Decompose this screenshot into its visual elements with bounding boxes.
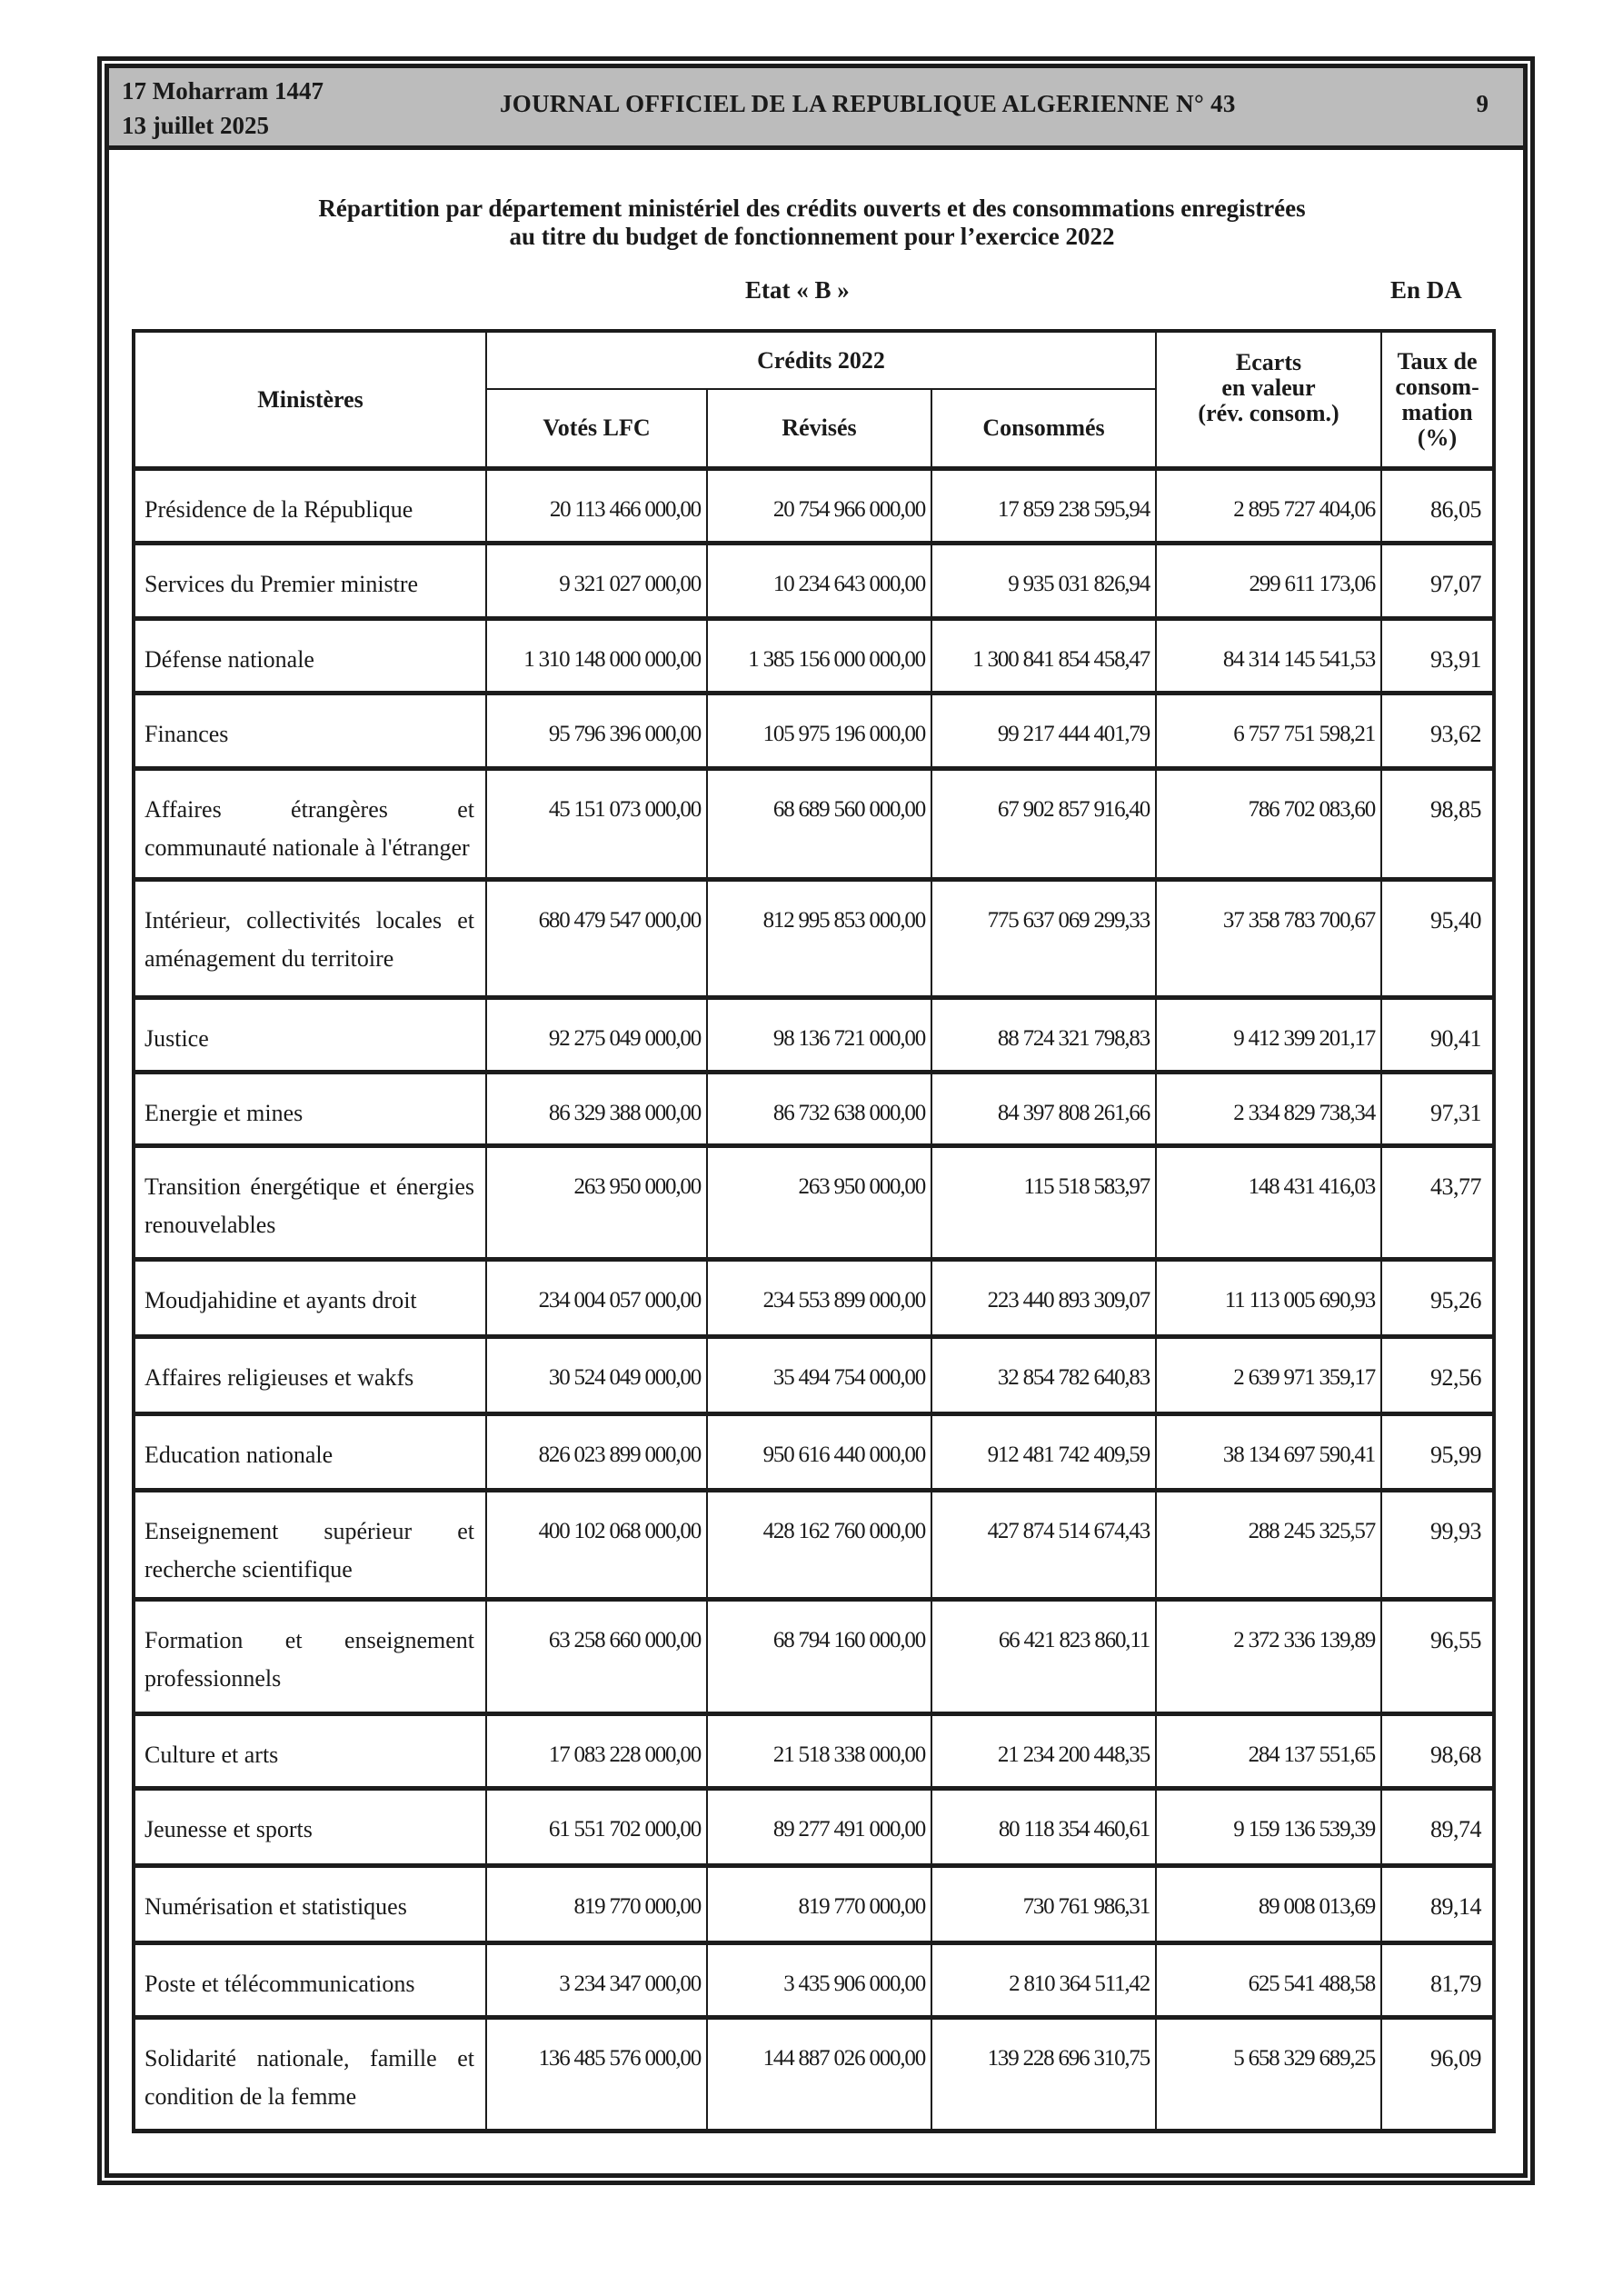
ministry-name-cell: Jeunesse et sports bbox=[134, 1789, 486, 1866]
taux-cell: 81,79 bbox=[1381, 1943, 1494, 2018]
ecarts-cell: 84 314 145 541,53 bbox=[1156, 619, 1381, 694]
consommes-cell: 139 228 696 310,75 bbox=[931, 2018, 1156, 2131]
ministry-name-cell: Education nationale bbox=[134, 1414, 486, 1491]
table-row bbox=[134, 694, 1494, 769]
table-row bbox=[134, 1146, 1494, 1260]
consommes-cell: 88 724 321 798,83 bbox=[931, 998, 1156, 1073]
taux-line-3: mation bbox=[1401, 398, 1473, 425]
col-header-taux bbox=[1381, 331, 1494, 469]
table-row bbox=[134, 1337, 1494, 1414]
votes-lfc-cell: 3 234 347 000,00 bbox=[486, 1943, 707, 2018]
ministry-name-cell: Présidence de la République bbox=[134, 469, 486, 544]
revises-cell: 1 385 156 000 000,00 bbox=[707, 619, 931, 694]
ministry-name-cell: Affaires religieuses et wakfs bbox=[134, 1337, 486, 1414]
ecarts-line-3: (rév. consom.) bbox=[1198, 399, 1339, 426]
votes-lfc-cell: 826 023 899 000,00 bbox=[486, 1414, 707, 1491]
ecarts-cell: 89 008 013,69 bbox=[1156, 1866, 1381, 1943]
consommes-cell: 730 761 986,31 bbox=[931, 1866, 1156, 1943]
ministry-name-cell: Affaires étrangères et communauté nationale à l'étranger bbox=[134, 769, 486, 880]
ecarts-cell: 6 757 751 598,21 bbox=[1156, 694, 1381, 769]
consommes-cell: 1 300 841 854 458,47 bbox=[931, 619, 1156, 694]
table-row bbox=[134, 1260, 1494, 1337]
taux-cell: 95,40 bbox=[1381, 880, 1494, 998]
document-title bbox=[132, 195, 1492, 251]
taux-cell: 96,09 bbox=[1381, 2018, 1494, 2131]
col-header-ministeres: Ministères bbox=[134, 331, 486, 469]
votes-lfc-cell: 234 004 057 000,00 bbox=[486, 1260, 707, 1337]
consommes-cell: 67 902 857 916,40 bbox=[931, 769, 1156, 880]
table-row bbox=[134, 619, 1494, 694]
consommes-cell: 17 859 238 595,94 bbox=[931, 469, 1156, 544]
revises-cell: 105 975 196 000,00 bbox=[707, 694, 931, 769]
table-row bbox=[134, 1073, 1494, 1146]
revises-cell: 950 616 440 000,00 bbox=[707, 1414, 931, 1491]
table-row bbox=[134, 1866, 1494, 1943]
taux-cell: 43,77 bbox=[1381, 1146, 1494, 1260]
col-header-consommes: Consommés bbox=[931, 389, 1156, 469]
ecarts-cell: 9 159 136 539,39 bbox=[1156, 1789, 1381, 1866]
ministry-name-cell: Energie et mines bbox=[134, 1073, 486, 1146]
col-header-credits-2022: Crédits 2022 bbox=[486, 331, 1156, 389]
revises-cell: 68 794 160 000,00 bbox=[707, 1600, 931, 1714]
ecarts-cell: 2 639 971 359,17 bbox=[1156, 1337, 1381, 1414]
ecarts-cell: 2 372 336 139,89 bbox=[1156, 1600, 1381, 1714]
ministry-name-cell: Finances bbox=[134, 694, 486, 769]
taux-cell: 86,05 bbox=[1381, 469, 1494, 544]
revises-cell: 144 887 026 000,00 bbox=[707, 2018, 931, 2131]
ecarts-cell: 625 541 488,58 bbox=[1156, 1943, 1381, 2018]
votes-lfc-cell: 17 083 228 000,00 bbox=[486, 1714, 707, 1789]
votes-lfc-cell: 86 329 388 000,00 bbox=[486, 1073, 707, 1146]
taux-cell: 89,14 bbox=[1381, 1866, 1494, 1943]
ministry-name-cell: Solidarité nationale, famille et condition de la femme bbox=[134, 2018, 486, 2131]
ecarts-cell: 38 134 697 590,41 bbox=[1156, 1414, 1381, 1491]
ministry-name-cell: Poste et télécommunications bbox=[134, 1943, 486, 2018]
taux-line-2: consom- bbox=[1395, 373, 1479, 400]
ministry-name-cell: Transition énergétique et énergies renouvelables bbox=[134, 1146, 486, 1260]
budget-table bbox=[132, 329, 1496, 2133]
consommes-cell: 9 935 031 826,94 bbox=[931, 544, 1156, 619]
table-row bbox=[134, 880, 1494, 998]
revises-cell: 428 162 760 000,00 bbox=[707, 1491, 931, 1600]
currency-unit-label: En DA bbox=[1390, 276, 1462, 304]
votes-lfc-cell: 61 551 702 000,00 bbox=[486, 1789, 707, 1866]
table-row bbox=[134, 544, 1494, 619]
ecarts-cell: 5 658 329 689,25 bbox=[1156, 2018, 1381, 2131]
taux-cell: 97,31 bbox=[1381, 1073, 1494, 1146]
document-title-line-1: Répartition par département ministériel des crédits ouverts et des consommations enregistrées bbox=[318, 195, 1306, 222]
revises-cell: 86 732 638 000,00 bbox=[707, 1073, 931, 1146]
ecarts-cell: 786 702 083,60 bbox=[1156, 769, 1381, 880]
table-row bbox=[134, 1491, 1494, 1600]
revises-cell: 819 770 000,00 bbox=[707, 1866, 931, 1943]
revises-cell: 812 995 853 000,00 bbox=[707, 880, 931, 998]
table-row bbox=[134, 1943, 1494, 2018]
revises-cell: 68 689 560 000,00 bbox=[707, 769, 931, 880]
ecarts-cell: 299 611 173,06 bbox=[1156, 544, 1381, 619]
ministry-name-cell: Moudjahidine et ayants droit bbox=[134, 1260, 486, 1337]
table-row bbox=[134, 2018, 1494, 2131]
votes-lfc-cell: 136 485 576 000,00 bbox=[486, 2018, 707, 2131]
votes-lfc-cell: 20 113 466 000,00 bbox=[486, 469, 707, 544]
consommes-cell: 99 217 444 401,79 bbox=[931, 694, 1156, 769]
revises-cell: 35 494 754 000,00 bbox=[707, 1337, 931, 1414]
table-row bbox=[134, 469, 1494, 544]
taux-line-4: (%) bbox=[1417, 424, 1458, 451]
ecarts-cell: 284 137 551,65 bbox=[1156, 1714, 1381, 1789]
consommes-cell: 2 810 364 511,42 bbox=[931, 1943, 1156, 2018]
col-header-ecarts bbox=[1156, 331, 1381, 469]
votes-lfc-cell: 30 524 049 000,00 bbox=[486, 1337, 707, 1414]
revises-cell: 234 553 899 000,00 bbox=[707, 1260, 931, 1337]
taux-cell: 93,62 bbox=[1381, 694, 1494, 769]
ministry-name-cell: Intérieur, collectivités locales et aménagement du territoire bbox=[134, 880, 486, 998]
etat-label: Etat « B » bbox=[745, 276, 850, 304]
votes-lfc-cell: 680 479 547 000,00 bbox=[486, 880, 707, 998]
revises-cell: 263 950 000,00 bbox=[707, 1146, 931, 1260]
table-row bbox=[134, 1714, 1494, 1789]
taux-cell: 96,55 bbox=[1381, 1600, 1494, 1714]
ministry-name-cell: Numérisation et statistiques bbox=[134, 1866, 486, 1943]
votes-lfc-cell: 92 275 049 000,00 bbox=[486, 998, 707, 1073]
consommes-cell: 80 118 354 460,61 bbox=[931, 1789, 1156, 1866]
col-header-votes-lfc: Votés LFC bbox=[486, 389, 707, 469]
table-row bbox=[134, 1414, 1494, 1491]
ecarts-cell: 2 334 829 738,34 bbox=[1156, 1073, 1381, 1146]
taux-line-1: Taux de bbox=[1397, 347, 1478, 374]
votes-lfc-cell: 400 102 068 000,00 bbox=[486, 1491, 707, 1600]
ecarts-line-1: Ecarts bbox=[1235, 348, 1302, 375]
revises-cell: 3 435 906 000,00 bbox=[707, 1943, 931, 2018]
journal-title: JOURNAL OFFICIEL DE LA REPUBLIQUE ALGERIENNE N° 43 bbox=[500, 90, 1236, 117]
ministry-name-cell: Services du Premier ministre bbox=[134, 544, 486, 619]
page-number: 9 bbox=[1476, 90, 1489, 117]
revises-cell: 10 234 643 000,00 bbox=[707, 544, 931, 619]
consommes-cell: 66 421 823 860,11 bbox=[931, 1600, 1156, 1714]
revises-cell: 20 754 966 000,00 bbox=[707, 469, 931, 544]
taux-cell: 89,74 bbox=[1381, 1789, 1494, 1866]
taux-cell: 97,07 bbox=[1381, 544, 1494, 619]
consommes-cell: 21 234 200 448,35 bbox=[931, 1714, 1156, 1789]
table-row bbox=[134, 998, 1494, 1073]
votes-lfc-cell: 1 310 148 000 000,00 bbox=[486, 619, 707, 694]
journal-header-bar bbox=[109, 68, 1523, 150]
ministry-name-cell: Culture et arts bbox=[134, 1714, 486, 1789]
votes-lfc-cell: 263 950 000,00 bbox=[486, 1146, 707, 1260]
ecarts-cell: 37 358 783 700,67 bbox=[1156, 880, 1381, 998]
ecarts-line-2: en valeur bbox=[1221, 374, 1316, 401]
table-header bbox=[134, 331, 1494, 469]
taux-cell: 92,56 bbox=[1381, 1337, 1494, 1414]
consommes-cell: 427 874 514 674,43 bbox=[931, 1491, 1156, 1600]
hijri-date: 17 Moharram 1447 bbox=[122, 77, 324, 105]
table-row bbox=[134, 769, 1494, 880]
ecarts-cell: 9 412 399 201,17 bbox=[1156, 998, 1381, 1073]
ministry-name-cell: Enseignement supérieur et recherche scientifique bbox=[134, 1491, 486, 1600]
ministry-name-cell: Formation et enseignement professionnels bbox=[134, 1600, 486, 1714]
header-dates bbox=[122, 74, 324, 143]
taux-cell: 90,41 bbox=[1381, 998, 1494, 1073]
taux-cell: 95,99 bbox=[1381, 1414, 1494, 1491]
ministry-name-cell: Défense nationale bbox=[134, 619, 486, 694]
ecarts-cell: 11 113 005 690,93 bbox=[1156, 1260, 1381, 1337]
revises-cell: 89 277 491 000,00 bbox=[707, 1789, 931, 1866]
consommes-cell: 32 854 782 640,83 bbox=[931, 1337, 1156, 1414]
table-row bbox=[134, 1600, 1494, 1714]
table-body bbox=[134, 469, 1494, 2131]
consommes-cell: 115 518 583,97 bbox=[931, 1146, 1156, 1260]
taux-cell: 98,85 bbox=[1381, 769, 1494, 880]
consommes-cell: 84 397 808 261,66 bbox=[931, 1073, 1156, 1146]
taux-cell: 95,26 bbox=[1381, 1260, 1494, 1337]
col-header-revises: Révisés bbox=[707, 389, 931, 469]
votes-lfc-cell: 819 770 000,00 bbox=[486, 1866, 707, 1943]
revises-cell: 98 136 721 000,00 bbox=[707, 998, 931, 1073]
ecarts-cell: 2 895 727 404,06 bbox=[1156, 469, 1381, 544]
votes-lfc-cell: 45 151 073 000,00 bbox=[486, 769, 707, 880]
consommes-cell: 775 637 069 299,33 bbox=[931, 880, 1156, 998]
consommes-cell: 912 481 742 409,59 bbox=[931, 1414, 1156, 1491]
taux-cell: 98,68 bbox=[1381, 1714, 1494, 1789]
votes-lfc-cell: 9 321 027 000,00 bbox=[486, 544, 707, 619]
taux-cell: 99,93 bbox=[1381, 1491, 1494, 1600]
table-row bbox=[134, 1789, 1494, 1866]
gregorian-date: 13 juillet 2025 bbox=[122, 112, 269, 139]
ecarts-cell: 288 245 325,57 bbox=[1156, 1491, 1381, 1600]
ecarts-cell: 148 431 416,03 bbox=[1156, 1146, 1381, 1260]
votes-lfc-cell: 63 258 660 000,00 bbox=[486, 1600, 707, 1714]
ministry-name-cell: Justice bbox=[134, 998, 486, 1073]
revises-cell: 21 518 338 000,00 bbox=[707, 1714, 931, 1789]
consommes-cell: 223 440 893 309,07 bbox=[931, 1260, 1156, 1337]
taux-cell: 93,91 bbox=[1381, 619, 1494, 694]
votes-lfc-cell: 95 796 396 000,00 bbox=[486, 694, 707, 769]
document-title-line-2: au titre du budget de fonctionnement pour l’exercice 2022 bbox=[509, 223, 1115, 250]
